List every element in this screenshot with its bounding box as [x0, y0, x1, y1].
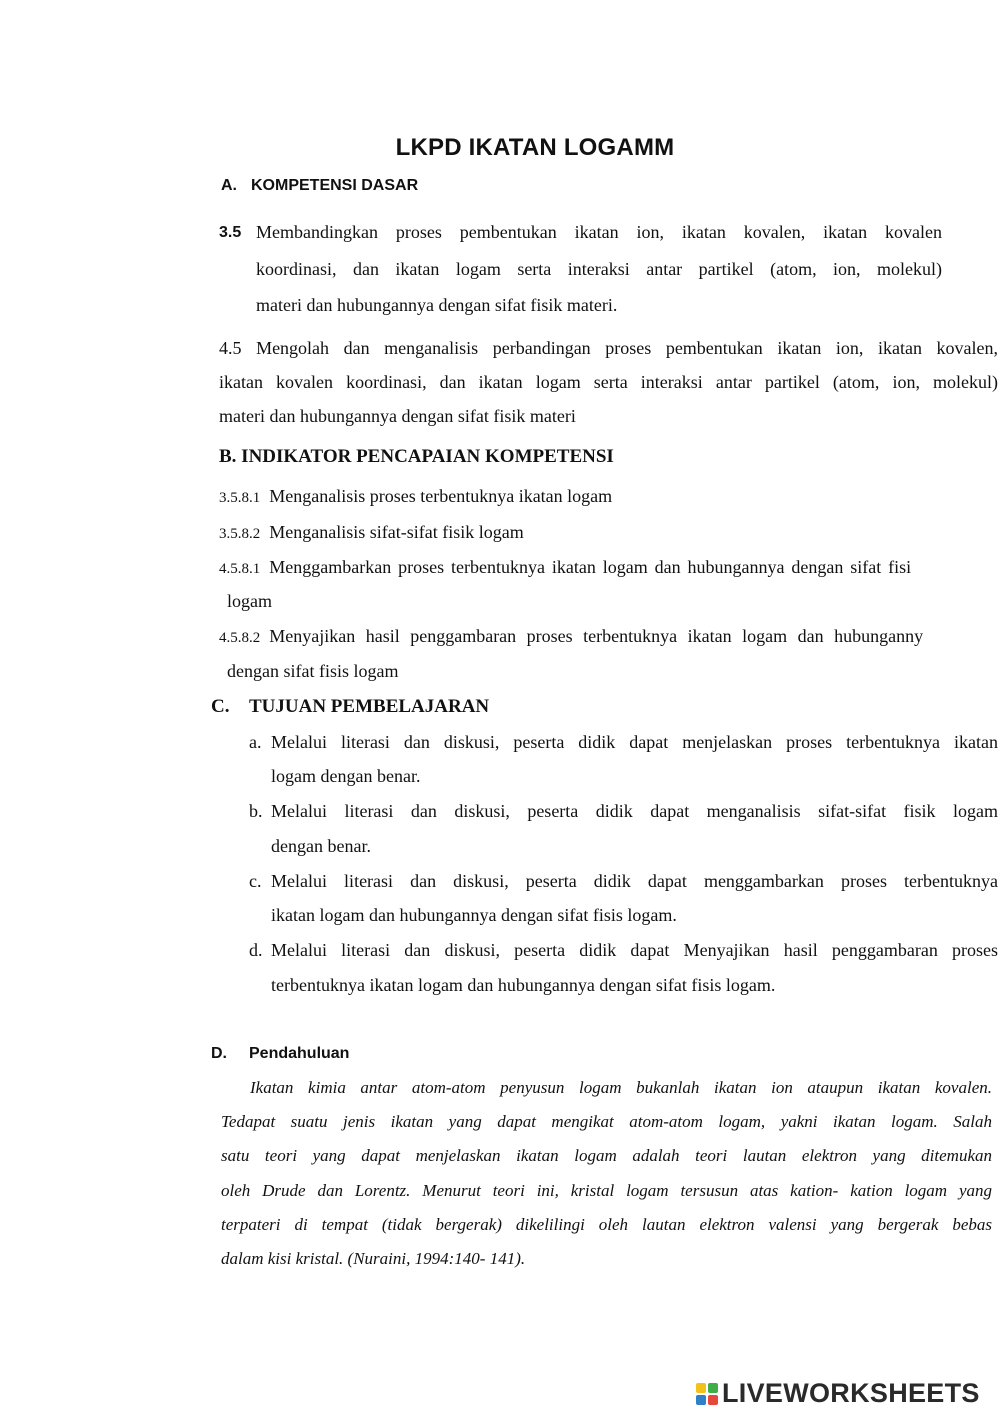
section-d-title: Pendahuluan — [249, 1045, 350, 1062]
section-a-label: A. — [221, 177, 237, 194]
kd-3-5-line-3: materi dan hubungannya dengan sifat fisik materi. — [256, 295, 618, 315]
intro-line: dalam kisi kristal. (Nuraini, 1994:140- 141). — [221, 1249, 526, 1268]
indicator-item — [219, 522, 524, 543]
intro-line: terpateri di tempat (tidak bergerak) dikelilingi oleh lautan elektron valensi yang bergerak bebas — [221, 1215, 992, 1234]
section-c-title: TUJUAN PEMBELAJARAN — [249, 696, 490, 717]
indicator-text: Menganalisis sifat-sifat fisik logam — [269, 522, 524, 542]
logo-text: LIVEWORKSHEETS — [722, 1378, 980, 1408]
section-b-heading: B. INDIKATOR PENCAPAIAN KOMPETENSI — [219, 446, 614, 467]
kd-4-5-line-3: materi dan hubungannya dengan sifat fisik materi — [219, 406, 576, 426]
indicator-text: Menganalisis proses terbentuknya ikatan logam — [269, 486, 613, 506]
objective-line-1: Melalui literasi dan diskusi, peserta didik dapat menjelaskan proses terbentuknya ikatan — [271, 732, 998, 752]
intro-line: oleh Drude dan Lorentz. Menurut teori ini, kristal logam tersusun atas kation- kation logam yang — [221, 1181, 992, 1200]
kd-4-5-line-1: 4.5 Mengolah dan menganalisis perbandingan proses pembentukan ikatan ion, ikatan kovalen, — [219, 338, 998, 358]
kd-3-5-line-1: Membandingkan proses pembentukan ikatan ion, ikatan kovalen, ikatan kovalen — [256, 222, 942, 242]
objective-line-2: dengan benar. — [271, 836, 371, 856]
section-c-heading — [211, 696, 489, 718]
objective-line-2: ikatan logam dan hubungannya dengan sifat fisis logam. — [271, 905, 677, 925]
indicator-text-cont: dengan sifat fisis logam — [227, 661, 399, 681]
logo-square — [696, 1383, 706, 1393]
objective-letter: c. — [249, 871, 262, 891]
objective-line-2: terbentuknya ikatan logam dan hubungannya dengan sifat fisis logam. — [271, 975, 776, 995]
logo-square — [696, 1395, 706, 1405]
logo-mark-icon — [696, 1383, 718, 1405]
page-title: LKPD IKATAN LOGAMM — [395, 134, 675, 161]
indicator-item — [219, 486, 612, 507]
kd-3-5-line-2: koordinasi, dan ikatan logam serta interaksi antar partikel (atom, ion, molekul) — [256, 259, 942, 279]
kd-3-5-number: 3.5 — [219, 224, 242, 241]
indicator-number: 3.5.8.2 — [219, 526, 261, 542]
intro-line: satu teori yang dapat menjelaskan ikatan logam adalah teori lautan elektron yang ditemukan — [221, 1146, 992, 1165]
logo-square — [708, 1383, 718, 1393]
section-d-label: D. — [211, 1045, 227, 1062]
section-d-heading — [211, 1045, 349, 1063]
intro-line: Ikatan kimia antar atom-atom penyusun logam bukanlah ikatan ion ataupun ikatan kovalen. — [250, 1078, 992, 1097]
indicator-item — [219, 626, 923, 647]
indicator-text: Menggambarkan proses terbentuknya ikatan logam dan hubungannya dengan sifat fisi — [269, 557, 912, 577]
kd-4-5-line-2: ikatan kovalen koordinasi, dan ikatan logam serta interaksi antar partikel (atom, ion, molekul) — [219, 372, 998, 392]
objective-line-1: Melalui literasi dan diskusi, peserta didik dapat Menyajikan hasil penggambaran proses — [271, 940, 998, 960]
indicator-text-cont: logam — [227, 591, 272, 611]
objective-line-1: Melalui literasi dan diskusi, peserta didik dapat menganalisis sifat-sifat fisik logam — [271, 801, 998, 821]
indicator-number: 4.5.8.2 — [219, 630, 261, 646]
liveworksheets-logo[interactable] — [696, 1378, 980, 1409]
indicator-number: 3.5.8.1 — [219, 490, 261, 506]
indicator-number: 4.5.8.1 — [219, 561, 261, 577]
section-a-heading — [221, 177, 418, 195]
intro-line: Tedapat suatu jenis ikatan yang dapat mengikat atom-atom logam, yakni ikatan logam. Salah — [221, 1112, 992, 1131]
logo-square — [708, 1395, 718, 1405]
objective-letter: d. — [249, 940, 263, 960]
indicator-text: Menyajikan hasil penggambaran proses terbentuknya ikatan logam dan hubunganny — [269, 626, 924, 646]
section-a-title: KOMPETENSI DASAR — [251, 177, 419, 194]
objective-letter: a. — [249, 732, 262, 752]
objective-line-1: Melalui literasi dan diskusi, peserta didik dapat menggambarkan proses terbentuknya — [271, 871, 998, 891]
objective-letter: b. — [249, 801, 263, 821]
objective-line-2: logam dengan benar. — [271, 766, 421, 786]
indicator-item — [219, 557, 911, 578]
section-c-label: C. — [211, 696, 230, 717]
